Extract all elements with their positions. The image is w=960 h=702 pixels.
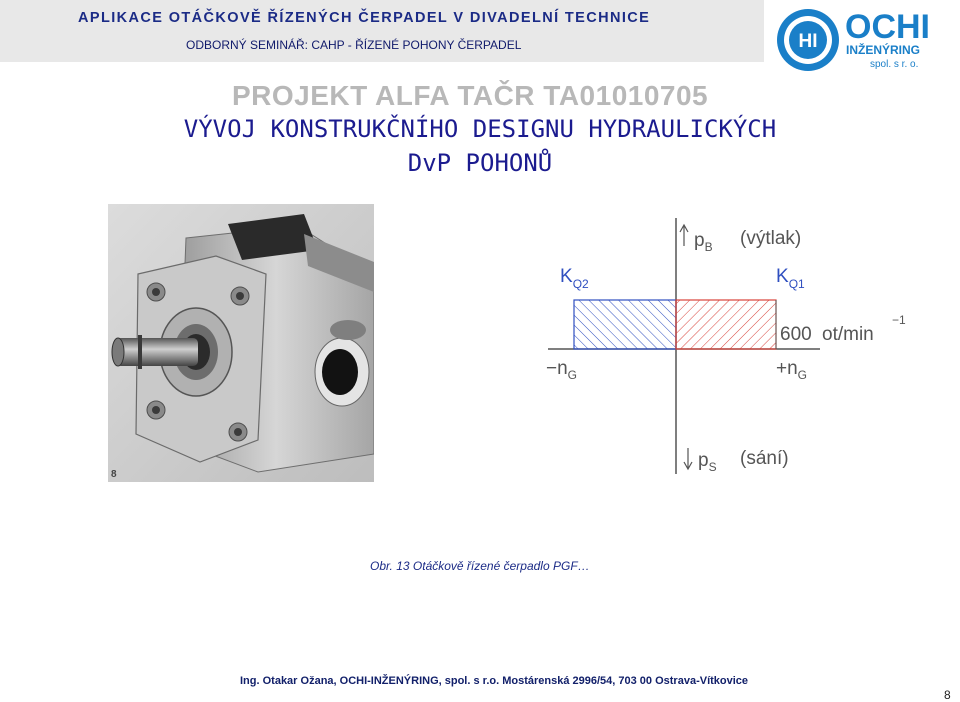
- svg-text:KQ2: [560, 266, 589, 291]
- page-number: 8: [944, 688, 951, 702]
- svg-text:+nG: [776, 358, 807, 382]
- speed-value: 600: [780, 324, 812, 345]
- logo-mark: HI: [798, 31, 818, 52]
- svg-text:pB: [694, 230, 713, 254]
- logo-line2: INŽENÝRING: [846, 43, 921, 57]
- kq1-sub: Q1: [788, 277, 805, 291]
- header-subtitle: ODBORNÝ SEMINÁŘ: CAHP - ŘÍZENÉ POHONY ČERPADEL: [186, 38, 522, 52]
- arrow-up-icon: [680, 225, 688, 246]
- pb-sub: B: [704, 240, 713, 254]
- pb-note: (výtlak): [740, 228, 802, 249]
- speed-unit: ot/min: [822, 324, 874, 345]
- pos-ng-label: +n: [776, 358, 798, 379]
- ps-sub: S: [708, 460, 717, 474]
- page-title: [0, 112, 960, 180]
- speed-exponent: −1: [892, 313, 906, 327]
- page-title-line2: DvP POHONŮ: [407, 149, 553, 177]
- kq2-sub: Q2: [572, 277, 589, 291]
- ochi-logo: [774, 6, 950, 74]
- svg-text:−nG: [546, 358, 577, 382]
- neg-ng-label: −n: [546, 358, 568, 379]
- kq2-label: K: [560, 266, 573, 287]
- pb-label: p: [694, 230, 705, 251]
- project-banner: PROJEKT ALFA TAČR TA01010705: [232, 80, 709, 111]
- region-kq1: [676, 300, 776, 349]
- footer-address: Ing. Otakar Ožana, OCHI-INŽENÝRING, spol. s r.o. Mostárenská 2996/54, 703 00 Ostrava-Vítkovice: [240, 675, 749, 687]
- kq1-label: K: [776, 266, 789, 287]
- ps-label: p: [698, 450, 709, 471]
- speed-pressure-diagram: [530, 212, 930, 482]
- photo-corner-mark: 8: [111, 469, 117, 480]
- ps-note: (sání): [740, 448, 789, 469]
- figure-caption: Obr. 13 Otáčkově řízené čerpadlo PGF…: [370, 559, 590, 573]
- pump-photo: [108, 204, 374, 482]
- svg-text:KQ1: [776, 266, 805, 291]
- svg-text:pS: [698, 450, 717, 474]
- logo-line3: spol. s r. o.: [870, 59, 919, 70]
- pos-ng-sub: G: [797, 368, 808, 382]
- logo-name: OCHI: [845, 8, 930, 46]
- page-title-line1: VÝVOJ KONSTRUKČNÍHO DESIGNU HYDRAULICKÝCH: [183, 115, 777, 143]
- arrow-down-icon: [684, 448, 692, 469]
- header-title: APLIKACE OTÁČKOVĚ ŘÍZENÝCH ČERPADEL V DIVADELNÍ TECHNICE: [78, 10, 651, 26]
- neg-ng-sub: G: [567, 368, 578, 382]
- region-kq2: [574, 300, 676, 349]
